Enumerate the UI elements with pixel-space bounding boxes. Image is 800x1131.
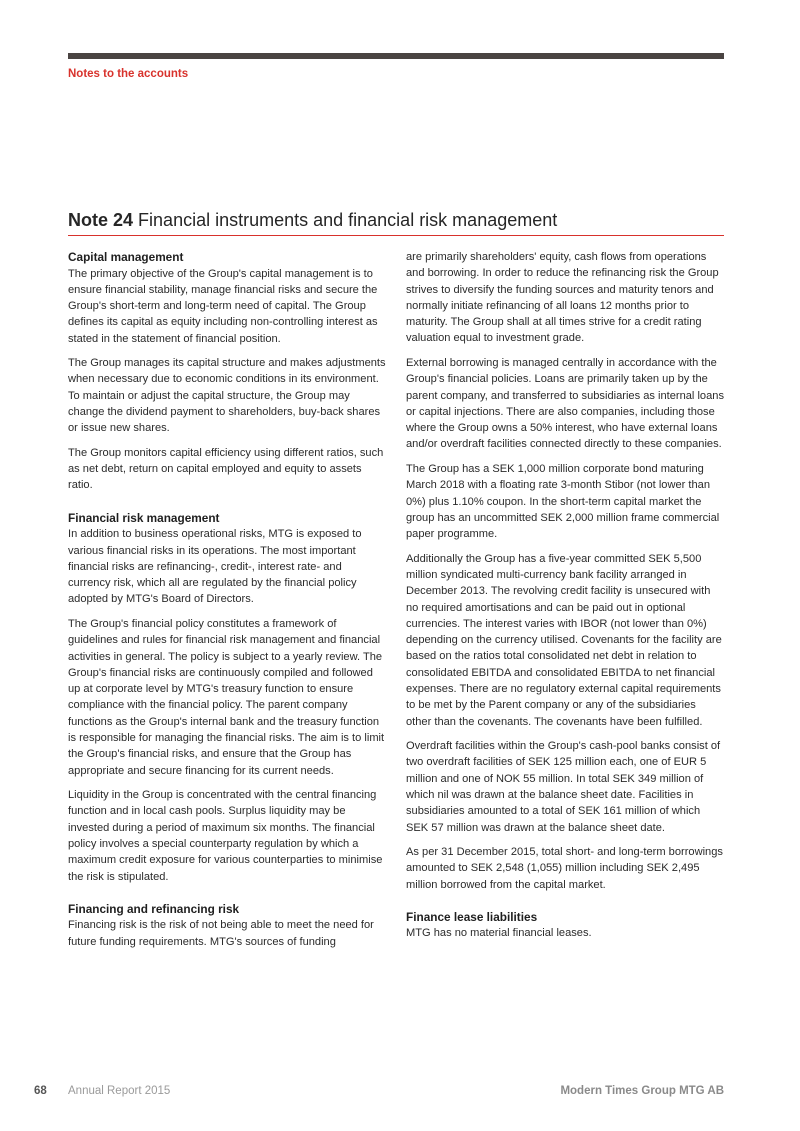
note-title: Financial instruments and financial risk management: [138, 210, 558, 230]
note-number: Note 24: [68, 210, 134, 230]
paragraph: Financing risk is the risk of not being able to meet the need for future funding requirements. MTG's sources of funding: [68, 919, 374, 948]
section-heading: Financing and refinancing risk: [68, 901, 240, 916]
paragraph: MTG has no material financial leases.: [406, 927, 592, 940]
page-number: 68: [34, 1085, 47, 1097]
section-heading: Finance lease liabilities: [406, 909, 538, 924]
left-column: [68, 249, 386, 958]
paragraph: The Group has a SEK 1,000 million corporate bond maturing March 2018 with a floating rate 3-month Stibor (not lower than 0%) plus 1.10% coupon. In the short-term capital market the group has an uncommitted SEK 2,000 million frame commercial paper programme.: [406, 462, 720, 541]
paragraph: The Group manages its capital structure and makes adjustments when necessary due to economic conditions in its environment. To maintain or adjust the capital structure, the Group may change the dividend payment to shareholders, buy-back shares or issue new shares.: [68, 357, 386, 435]
note-heading: [68, 210, 724, 231]
paragraph: Liquidity in the Group is concentrated with the central financing function and in local cash pools. Surplus liquidity may be invested during a period of maximum six months. The financial policy involves a special counterparty regulation by which a maximum credit exposure for various counterparties to minimise the risk is stipulated.: [68, 789, 383, 883]
paragraph: The primary objective of the Group's capital management is to ensure financial stability, manage financial risks and secure the Group's short-term and long-term need of capital. The Group defines its capital as equity including non-controlling interest as stated in the statement of financial position.: [68, 267, 378, 345]
paragraph: As per 31 December 2015, total short- and long-term borrowings amounted to SEK 2,548 (1,055) million including SEK 2,495 million borrowed from the capital market.: [406, 846, 723, 891]
paragraph: Overdraft facilities within the Group's cash-pool banks consist of two overdraft facilities of SEK 125 million each, one of EUR 5 million and one of NOK 55 million. In total SEK 349 million of which nil was drawn at the balance sheet date. Facilities in subsidiaries amounted to a total of SEK 161 million of which SEK 57 million was drawn at the balance sheet date.: [406, 740, 721, 834]
paragraph: In addition to business operational risks, MTG is exposed to various financial risks in its operations. The most important financial risks are refinancing-, credit-, interest rate- and currency risk, which all are regulated by the financial policy adopted by MTG's Board of Directors.: [68, 528, 362, 606]
section-label: Notes to the accounts: [68, 68, 189, 80]
right-column: [406, 249, 724, 950]
paragraph: are primarily shareholders' equity, cash flows from operations and borrowing. In order to reduce the refinancing risk the Group strives to diversify the funding sources and maturity tenors and normally initiate refinancing of all loans 12 months prior to maturity. The Group shall at all times strive for a credit rating valuation equal to investment grade.: [406, 251, 719, 345]
paragraph: External borrowing is managed centrally in accordance with the Group's financial policies. Loans are primarily taken up by the parent company, and transferred to subsidiaries as internal loans or capital injections. There are also companies, including those where the Group owns a 50% interest, who have external loans and/or overdraft facilities connected directly to these companies.: [406, 356, 724, 451]
top-rule: [68, 53, 724, 59]
paragraph: The Group monitors capital efficiency using different ratios, such as net debt, return on capital employed and equity to assets ratio.: [68, 446, 384, 492]
company-name: Modern Times Group MTG AB: [560, 1085, 724, 1097]
section-heading: Financial risk management: [68, 510, 220, 525]
note-rule: [68, 235, 724, 236]
section-heading: Capital management: [68, 250, 184, 264]
paragraph: The Group's financial policy constitutes a framework of guidelines and rules for financial risk management and financial activities in general. The policy is subject to a yearly review. The Group's financial risks are continuously compiled and followed up at corporate level by MTG's treasury function to ensure compliance with the financial policy. The parent company functions as the Group's internal bank and the treasury function is responsible for managing the financial risks. The aim is to limit the Group's financial risks, and ensure that the Group has appropriate and secure financing for its current needs.: [68, 617, 385, 777]
report-name: Annual Report 2015: [68, 1085, 171, 1097]
paragraph: Additionally the Group has a five-year committed SEK 5,500 million syndicated multi-currency bank facility arranged in December 2013. The revolving credit facility is unsecured with no required amortisations and can be paid out in optional currencies. The interest varies with IBOR (not lower than 0%) depending on the currency utilised. Covenants for the facility are based on the ratios total consolidated net debt in relation to consolidated EBITDA and consolidated EBITDA to net financial expenses. There are no regulatory external capital requirements to be met by the Parent company or any of the subsidiaries other than the covenants. The covenants have been fulfilled.: [406, 552, 722, 728]
